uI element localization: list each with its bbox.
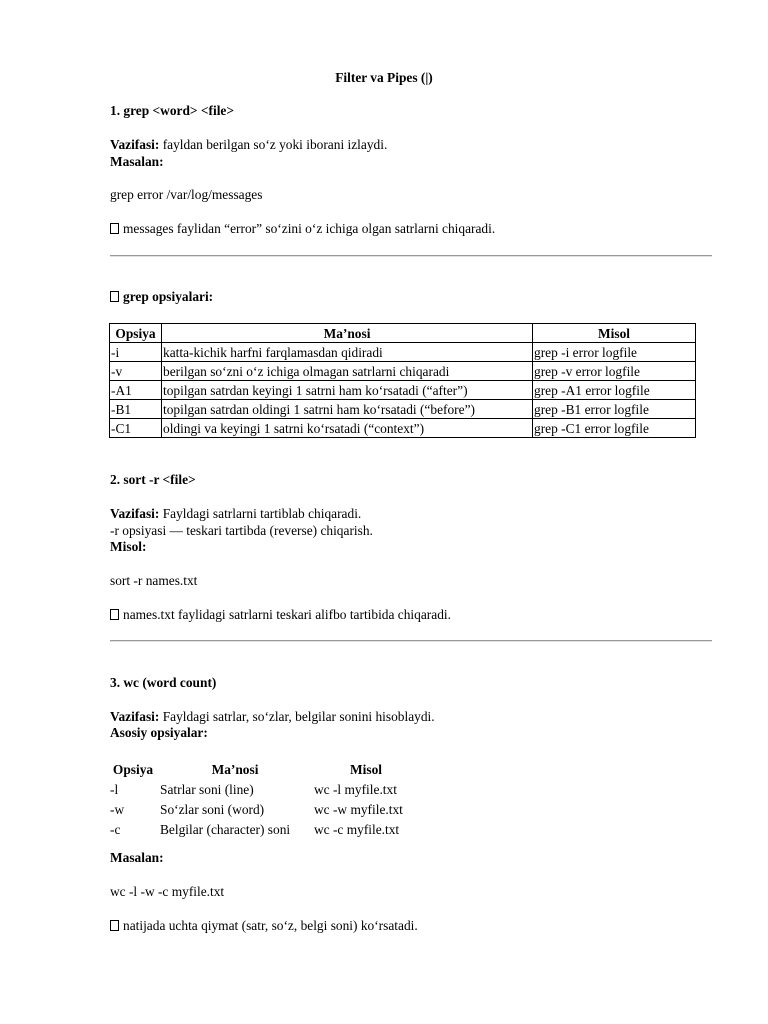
table-row: [110, 381, 696, 400]
table-cell: grep -C1 error logfile: [533, 419, 696, 438]
section2-command: sort -r names.txt: [110, 573, 198, 588]
section3-heading: 3. wc (word count): [110, 675, 217, 690]
section3-result: [110, 918, 418, 934]
section2-option-line: -r opsiyasi — teskari tartibda (reverse) chiqarish.: [110, 523, 373, 538]
column-header-opsiya: Opsiya: [110, 324, 162, 343]
table-cell: -B1: [110, 400, 162, 419]
section2-result: [110, 607, 451, 623]
table-cell: katta-kichik harfni farqlamasdan qidiradi: [162, 343, 533, 362]
table-cell: berilgan so‘zni o‘z ichiga olmagan satrlarni chiqaradi: [162, 362, 533, 381]
section3-result-text: natijada uchta qiymat (satr, so‘z, belgi soni) ko‘rsatadi.: [123, 918, 418, 933]
table-cell: -w: [110, 802, 125, 817]
grep-options-table: [109, 323, 696, 438]
table-cell: grep -i error logfile: [533, 343, 696, 362]
table-cell: -c: [110, 822, 121, 837]
section2-purpose-text: Fayldagi satrlarni tartiblab chiqaradi.: [159, 506, 362, 521]
section1-command: grep error /var/log/messages: [110, 187, 263, 202]
table-cell: wc -l myfile.txt: [314, 782, 397, 797]
table-cell: -l: [110, 782, 119, 797]
section2-purpose-label: Vazifasi:: [110, 506, 160, 521]
table-cell: wc -w myfile.txt: [314, 802, 403, 817]
table-cell: topilgan satrdan oldingi 1 satrni ham ko‘rsatadi (“before”): [162, 400, 533, 419]
table-cell: oldingi va keyingi 1 satrni ko‘rsatadi (“context”): [162, 419, 533, 438]
table-header-row: [108, 760, 420, 780]
section1-heading: 1. grep <word> <file>: [110, 103, 234, 118]
section2-result-text: names.txt faylidagi satrlarni teskari alifbo tartibida chiqaradi.: [123, 607, 451, 622]
table-row: [108, 820, 420, 840]
section3-command: wc -l -w -c myfile.txt: [110, 884, 225, 899]
section2-purpose: [110, 506, 361, 522]
table-row: [110, 362, 696, 381]
table-cell: Belgilar (character) soni: [160, 822, 291, 837]
section3-purpose: [110, 709, 435, 725]
table-cell: wc -c myfile.txt: [314, 822, 400, 837]
page-title: Filter va Pipes (|): [335, 70, 433, 85]
table-cell: Satrlar soni (line): [160, 782, 254, 797]
checkbox-glyph-icon: [110, 291, 119, 302]
column-header-manosi: Ma’nosi: [162, 324, 533, 343]
section3-purpose-text: Fayldagi satrlar, so‘zlar, belgilar sonini hisoblaydi.: [159, 709, 435, 724]
table-cell: grep -A1 error logfile: [533, 381, 696, 400]
section2-example-label: Misol:: [110, 539, 147, 554]
horizontal-rule: [110, 255, 712, 257]
wc-options-table: [108, 760, 420, 840]
table-row: [110, 419, 696, 438]
table-row: [110, 343, 696, 362]
checkbox-glyph-icon: [110, 920, 119, 931]
table-cell: -v: [110, 362, 162, 381]
section3-example-label: Masalan:: [110, 850, 164, 865]
section1-purpose: [110, 137, 387, 153]
checkbox-glyph-icon: [110, 609, 119, 620]
column-header-manosi: Ma’nosi: [211, 762, 259, 777]
column-header-opsiya: Opsiya: [112, 762, 154, 777]
table-cell: -A1: [110, 381, 162, 400]
table-cell: grep -B1 error logfile: [533, 400, 696, 419]
grep-options-heading-text: grep opsiyalari:: [123, 289, 214, 304]
table-row: [110, 400, 696, 419]
grep-options-heading: [110, 289, 213, 305]
section1-purpose-label: Vazifasi:: [110, 137, 160, 152]
section1-purpose-text: fayldan berilgan so‘z yoki iborani izlaydi.: [159, 137, 388, 152]
table-cell: So‘zlar soni (word): [160, 802, 265, 817]
column-header-misol: Misol: [350, 762, 382, 777]
section1-example-label: Masalan:: [110, 154, 164, 169]
table-row: [108, 800, 420, 820]
column-header-misol: Misol: [533, 324, 696, 343]
section3-purpose-label: Vazifasi:: [110, 709, 160, 724]
table-cell: -C1: [110, 419, 162, 438]
horizontal-rule: [110, 640, 712, 642]
table-header-row: [110, 324, 696, 343]
checkbox-glyph-icon: [110, 223, 119, 234]
table-cell: -i: [110, 343, 162, 362]
table-cell: topilgan satrdan keyingi 1 satrni ham ko‘rsatadi (“after”): [162, 381, 533, 400]
section1-result-text: messages faylidan “error” so‘zini o‘z ichiga olgan satrlarni chiqaradi.: [123, 221, 496, 236]
section3-options-label: Asosiy opsiyalar:: [110, 725, 208, 740]
table-row: [108, 780, 420, 800]
section1-result: [110, 221, 495, 237]
section2-heading: 2. sort -r <file>: [110, 472, 196, 487]
table-cell: grep -v error logfile: [533, 362, 696, 381]
